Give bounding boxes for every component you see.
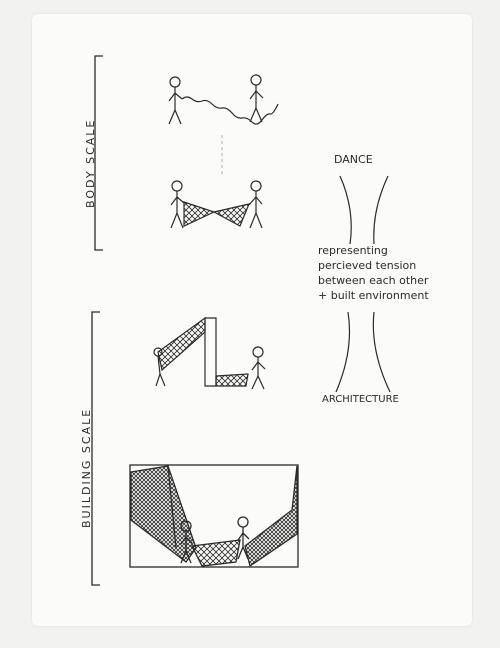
building-sketch-wall — [154, 318, 265, 389]
building-scale-bracket — [92, 312, 100, 585]
stick-figure-left — [171, 181, 184, 228]
floor-hatch — [192, 540, 240, 566]
building-sketch-section — [130, 465, 298, 567]
floor-hatch — [216, 374, 248, 386]
stick-figure-left — [169, 77, 182, 124]
body-sketch-bowtie — [171, 181, 262, 228]
tension-line — [182, 97, 278, 124]
dance-label: DANCE — [334, 153, 373, 166]
stick-figure-right — [249, 181, 262, 228]
stick-figure-right — [250, 75, 263, 122]
body-sketch-rope — [169, 75, 278, 124]
tension-note-line-2: percieved tension — [318, 259, 417, 272]
architecture-label: ARCHITECTURE — [322, 394, 399, 405]
bowtie-hatch — [184, 202, 214, 226]
wall-outline — [205, 318, 216, 386]
ramp-hatch — [158, 318, 205, 370]
building-scale-label: BUILDING SCALE — [80, 407, 93, 528]
tension-note-line-3: between each other — [318, 274, 429, 287]
body-scale-label: BODY SCALE — [84, 118, 97, 208]
tension-note-line-1: representing — [318, 244, 388, 257]
tension-note-line-4: + built environment — [318, 289, 429, 302]
right-mass-hatch — [245, 466, 297, 566]
stick-figure-right — [252, 347, 265, 389]
bowtie-hatch — [214, 204, 249, 226]
